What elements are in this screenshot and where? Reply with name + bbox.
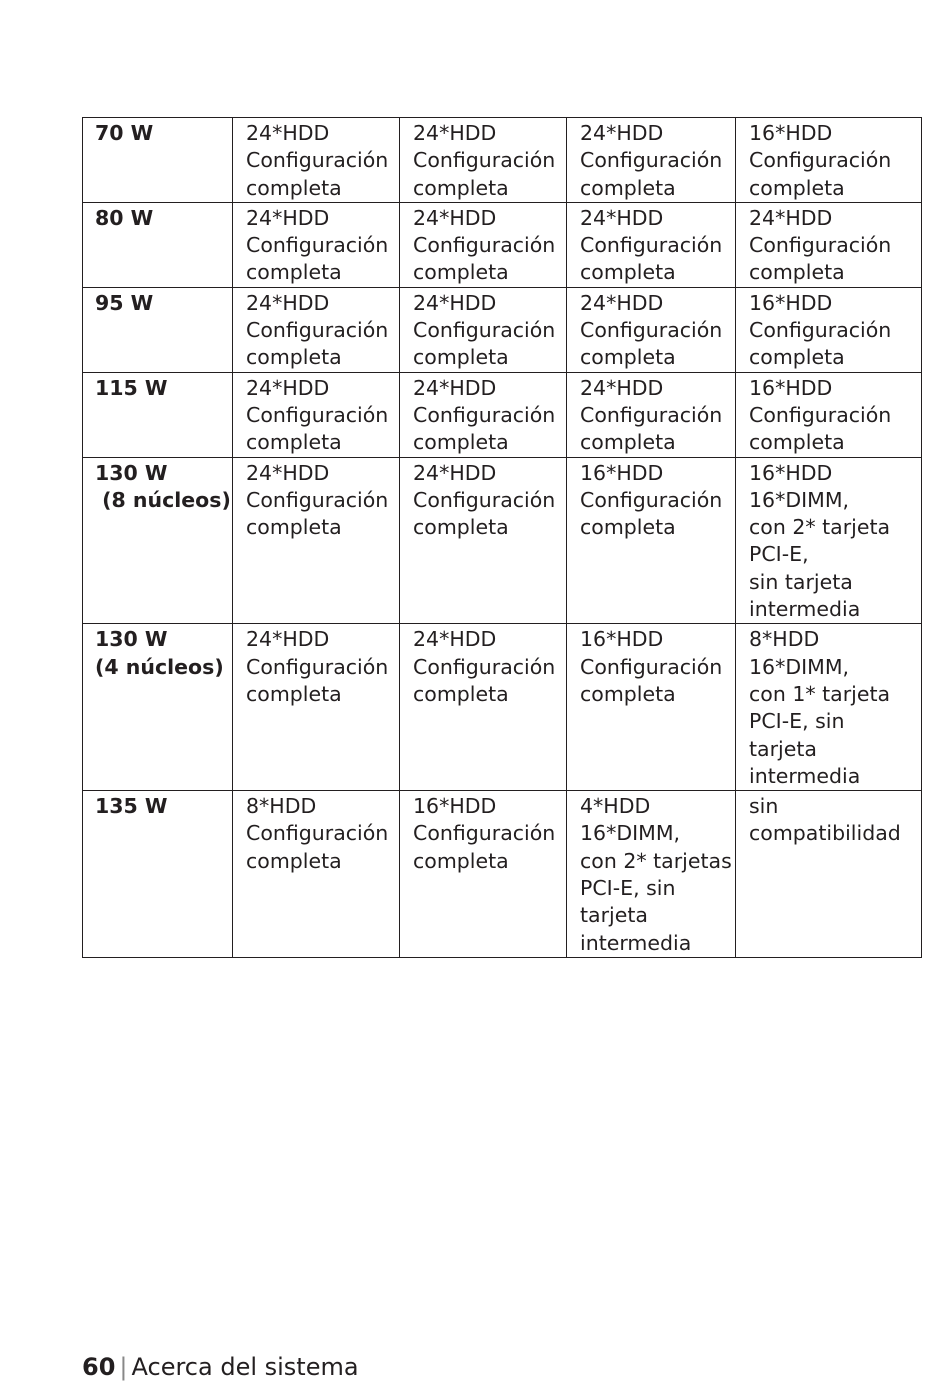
cell-text: 16*HDD	[749, 375, 833, 400]
page-number: 60	[82, 1353, 116, 1381]
cell-text: 24*HDD	[413, 627, 497, 652]
table-row	[83, 457, 922, 624]
config-cell	[400, 202, 567, 287]
cell-text: 24*HDD	[580, 290, 664, 315]
row-label-cell	[83, 624, 233, 791]
config-cell	[567, 624, 736, 791]
config-cell	[567, 202, 736, 287]
cell-text: completa	[413, 681, 509, 706]
config-cell	[233, 624, 400, 791]
config-cell	[736, 202, 922, 287]
cell-text: 16*HDD	[580, 627, 664, 652]
row-label: 70 W	[95, 121, 154, 145]
cell-text: completa	[580, 681, 676, 706]
cell-text: 24*HDD	[246, 460, 330, 485]
cell-text: Configuración	[580, 487, 723, 512]
cell-text: Configuración	[246, 654, 389, 679]
cell-text: PCI-E, sin	[749, 709, 845, 734]
table-body	[83, 118, 922, 958]
cell-text: completa	[580, 345, 676, 370]
row-label-cell	[83, 457, 233, 624]
cell-text: Configuración	[580, 402, 723, 427]
cell-text: Configuración	[749, 402, 892, 427]
cell-text: PCI-E,	[749, 542, 809, 567]
config-cell	[400, 372, 567, 457]
config-cell	[400, 457, 567, 624]
cell-text: Configuración	[749, 148, 892, 173]
cell-text: 24*HDD	[413, 121, 497, 145]
cell-text: sin	[749, 794, 779, 819]
row-label: 115 W	[95, 375, 168, 400]
cell-text: PCI-E, sin	[580, 876, 676, 901]
cell-text: Configuración	[413, 487, 556, 512]
config-cell	[400, 287, 567, 372]
cell-text: completa	[246, 515, 342, 540]
cell-text: completa	[413, 515, 509, 540]
cell-text: Configuración	[580, 318, 723, 343]
cell-text: 24*HDD	[246, 205, 330, 230]
cell-text: compatibilidad	[749, 821, 901, 846]
cell-text: 8*HDD	[246, 794, 317, 819]
cell-text: 4*HDD	[580, 794, 651, 819]
row-label: 135 W	[95, 794, 168, 819]
cell-text: Configuración	[413, 402, 556, 427]
cell-text: 24*HDD	[413, 290, 497, 315]
cell-text: 24*HDD	[246, 375, 330, 400]
cell-text: Configuración	[413, 148, 556, 173]
cell-text: 8*HDD	[749, 627, 820, 652]
cell-text: intermedia	[580, 930, 692, 955]
cell-text: completa	[413, 260, 509, 285]
row-label-cell	[83, 372, 233, 457]
cell-text: 24*HDD	[246, 627, 330, 652]
row-label: 95 W	[95, 290, 154, 315]
cell-text: completa	[413, 345, 509, 370]
config-cell	[233, 791, 400, 958]
cell-text: completa	[246, 430, 342, 455]
cell-text: completa	[246, 345, 342, 370]
cell-text: completa	[580, 430, 676, 455]
cell-text: con 2* tarjetas	[580, 848, 732, 873]
config-cell	[233, 202, 400, 287]
cell-text: Configuración	[580, 654, 723, 679]
cell-text: con 2* tarjeta	[749, 515, 891, 540]
cell-text: 24*HDD	[580, 121, 664, 145]
cell-text: completa	[413, 848, 509, 873]
cell-text: 24*HDD	[246, 121, 330, 145]
cell-text: completa	[246, 175, 342, 200]
row-label: 130 W	[95, 627, 168, 652]
cell-text: Configuración	[413, 654, 556, 679]
cell-text: completa	[413, 430, 509, 455]
config-cell	[567, 457, 736, 624]
cell-text: 24*HDD	[413, 375, 497, 400]
cell-text: Configuración	[246, 148, 389, 173]
row-label-cell	[83, 287, 233, 372]
config-cell	[400, 624, 567, 791]
config-cell	[233, 287, 400, 372]
cell-text: 24*HDD	[580, 205, 664, 230]
footer-separator: |	[119, 1353, 128, 1381]
cell-text: completa	[749, 175, 845, 200]
cell-text: completa	[413, 175, 509, 200]
cell-text: completa	[580, 260, 676, 285]
cell-text: intermedia	[749, 763, 861, 788]
config-cell	[233, 118, 400, 203]
cell-text: 16*DIMM,	[580, 821, 681, 846]
row-label: 80 W	[95, 205, 154, 230]
config-cell	[567, 118, 736, 203]
config-cell	[567, 791, 736, 958]
row-label: (8 núcleos)	[95, 487, 231, 512]
cell-text: completa	[749, 345, 845, 370]
cell-text: 16*HDD	[749, 290, 833, 315]
cell-text: 16*HDD	[580, 460, 664, 485]
table-row	[83, 202, 922, 287]
power-config-table	[82, 117, 922, 958]
cell-text: Configuración	[413, 821, 556, 846]
cell-text: Configuración	[246, 487, 389, 512]
config-cell	[233, 457, 400, 624]
cell-text: Configuración	[749, 233, 892, 258]
cell-text: completa	[749, 430, 845, 455]
cell-text: completa	[246, 681, 342, 706]
config-cell	[736, 118, 922, 203]
table-row	[83, 791, 922, 958]
config-cell	[736, 791, 922, 958]
cell-text: completa	[580, 175, 676, 200]
row-label-cell	[83, 791, 233, 958]
cell-text: 16*HDD	[749, 460, 833, 485]
cell-text: con 1* tarjeta	[749, 681, 891, 706]
cell-text: Configuración	[413, 233, 556, 258]
config-cell	[400, 791, 567, 958]
cell-text: Configuración	[246, 318, 389, 343]
config-cell	[736, 372, 922, 457]
cell-text: Configuración	[246, 233, 389, 258]
cell-text: completa	[580, 515, 676, 540]
cell-text: 24*HDD	[413, 460, 497, 485]
cell-text: 16*DIMM,	[749, 654, 850, 679]
cell-text: sin tarjeta	[749, 569, 853, 594]
cell-text: Configuración	[580, 148, 723, 173]
cell-text: tarjeta	[749, 736, 817, 761]
cell-text: 16*HDD	[413, 794, 497, 819]
cell-text: Configuración	[580, 233, 723, 258]
row-label: (4 núcleos)	[95, 654, 224, 679]
config-cell	[400, 118, 567, 203]
config-cell	[736, 287, 922, 372]
cell-text: Configuración	[246, 821, 389, 846]
table-row	[83, 287, 922, 372]
cell-text: completa	[246, 848, 342, 873]
row-label-cell	[83, 118, 233, 203]
cell-text: Configuración	[413, 318, 556, 343]
cell-text: 24*HDD	[246, 290, 330, 315]
page-footer	[82, 1352, 359, 1382]
cell-text: 16*HDD	[749, 121, 833, 145]
config-cell	[567, 287, 736, 372]
table-row	[83, 372, 922, 457]
cell-text: intermedia	[749, 597, 861, 622]
section-title: Acerca del sistema	[131, 1353, 359, 1381]
table-row	[83, 118, 922, 203]
cell-text: completa	[749, 260, 845, 285]
config-cell	[233, 372, 400, 457]
cell-text: completa	[246, 260, 342, 285]
table-row	[83, 624, 922, 791]
cell-text: 24*HDD	[580, 375, 664, 400]
row-label: 130 W	[95, 460, 168, 485]
config-cell	[736, 457, 922, 624]
row-label-cell	[83, 202, 233, 287]
cell-text: 16*DIMM,	[749, 487, 850, 512]
config-cell	[736, 624, 922, 791]
cell-text: Configuración	[749, 318, 892, 343]
cell-text: tarjeta	[580, 903, 648, 928]
cell-text: 24*HDD	[749, 205, 833, 230]
cell-text: 24*HDD	[413, 205, 497, 230]
cell-text: Configuración	[246, 402, 389, 427]
config-cell	[567, 372, 736, 457]
